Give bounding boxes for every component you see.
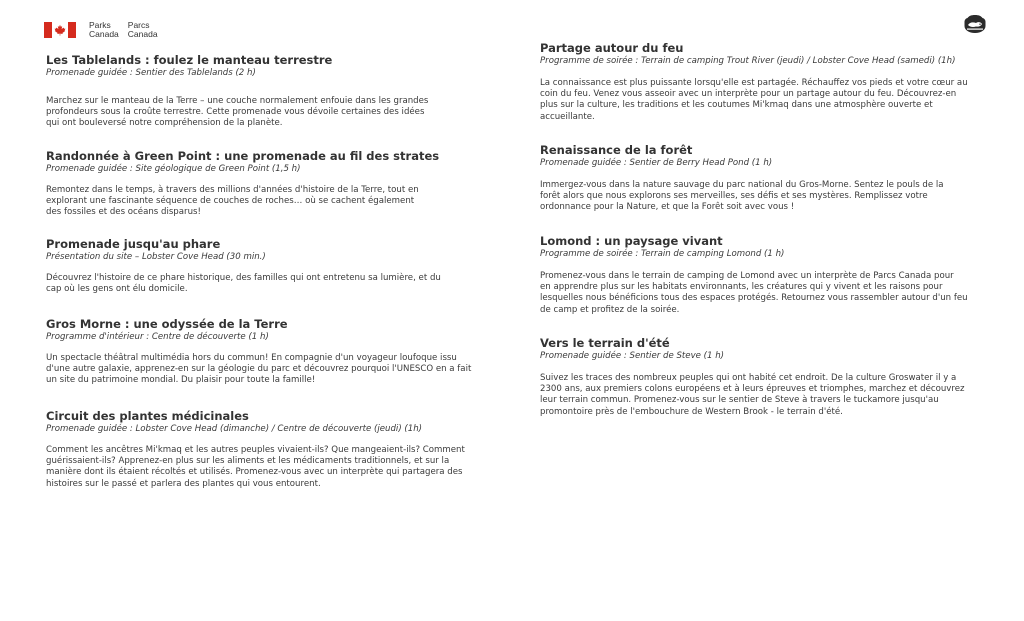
program-green-point [46,149,506,219]
program-subtitle: Promenade guidée : Sentier de Steve (1 h) [540,351,725,361]
program-description-line: Un spectacle théâtral multimédia hors du commun! En compagnie d'un voyageur loufoque issu [46,353,457,363]
program-description-line: Suivez les traces des nombreux peuples qui ont habité cet endroit. De la culture Groswater il y a [540,373,957,383]
wordmark-fr-2: Canada [127,29,158,39]
program-subtitle: Promenade guidée : Sentier des Tablelands (2 h) [46,68,256,78]
program-description-line: Immergez-vous dans la nature sauvage du parc national du Gros-Morne. Sentez le pouls de la [540,180,944,190]
program-description-line: Découvrez l'histoire de ce phare historique, des familles qui ont entretenu sa lumière, et du [46,273,441,283]
program-description-line: leur terrain commun. Promenez-vous sur le sentier de Steve à travers le tuckamore jusqu'au [540,395,939,406]
program-description-line: qui ont bouleversé notre compréhension de la planète. [46,118,283,129]
wordmark-en-2: Canada [89,29,119,39]
program-description-line: plus sur la culture, les traditions et les coutumes Mi'kmaq dans une atmosphère ouverte et [540,100,933,111]
program-title: Lomond : un paysage vivant [540,234,723,248]
program-title: Partage autour du feu [540,41,684,55]
program-medicinal-plants [46,409,506,490]
program-description-line: lesquelles nous bénéficions tous des espaces protégés. Retournez vous rassembler autour d'un feu [540,293,968,304]
program-description-line: des fossiles et des océans disparus! [46,207,201,218]
program-description-line: La connaissance est plus puissante lorsqu'elle est partagée. Réchauffez vos pieds et votre cœur au [540,78,968,88]
program-campfire [540,41,995,123]
program-tablelands [46,53,506,130]
program-description-line: d'une autre galaxie, apprenez-en sur la géologie du parc et découvrez pourquoi l'UNESCO en a fait [46,364,472,375]
program-title: Les Tablelands : foulez le manteau terrestre [46,53,333,67]
program-description-line: promontoire près de l'embouchure de Western Brook - le terrain d'été. [540,406,843,417]
program-subtitle: Programme d'intérieur : Centre de découverte (1 h) [46,332,269,342]
program-subtitle: Promenade guidée : Sentier de Berry Head Pond (1 h) [540,158,773,168]
program-title: Circuit des plantes médicinales [46,409,249,423]
program-lomond [540,234,995,316]
program-description-line: manière dont ils étaient récoltés et utilisés. Promenez-vous avec un interprète qui partagera des [46,467,463,478]
program-description-line: en apprendre plus sur les habitats environnants, les créatures qui y vivent et les raisons pour [540,282,943,293]
program-description-line: profondeurs sous la croûte terrestre. Cette promenade vous dévoile certaines des idées [46,107,425,118]
wordmark-en-1: Parks [89,20,111,30]
program-description-line: coin du feu. Venez vous asseoir avec un interprète pour un partage autour du feu. Découvrez-en [540,89,957,100]
parks-canada-logo [44,21,158,39]
program-subtitle: Promenade guidée : Site géologique de Green Point (1,5 h) [46,164,301,174]
program-gros-morne-odyssey [46,317,506,387]
program-subtitle: Programme de soirée : Terrain de camping Lomond (1 h) [540,249,785,259]
program-subtitle: Programme de soirée : Terrain de camping Trout River (jeudi) / Lobster Cove Head (samedi) (1h) [540,56,956,66]
program-description-line: Comment les ancêtres Mi'kmaq et les autres peuples vivaient-ils? Que mangeaient-ils? Comment [46,445,465,455]
beaver-emblem-icon [964,14,986,34]
program-description-line: Marchez sur le manteau de la Terre – une couche normalement enfouie dans les grandes [46,96,429,106]
program-description-line: de camp et profitez de la soirée. [540,304,680,315]
maple-leaf-icon [54,24,66,36]
program-title: Vers le terrain d'été [540,336,670,350]
program-description-line: cap où les gens ont élu domicile. [46,284,188,295]
program-description-line: guérissaient-ils? Apprenez-en plus sur les aliments et les médicaments traditionnels, et sur la [46,456,450,467]
program-description-line: accueillante. [540,111,595,122]
wordmark-fr-1: Parcs [127,20,150,30]
canada-flag-icon [44,22,76,38]
program-subtitle: Présentation du site – Lobster Cove Head (30 min.) [46,252,266,262]
program-lighthouse [46,237,506,295]
program-description-line: histoires sur le passé et parlera des plantes qui vous entourent. [46,478,321,489]
program-description-line: Remontez dans le temps, à travers des millions d'années d'histoire de la Terre, tout en [46,185,419,195]
program-title: Gros Morne : une odyssée de la Terre [46,317,288,331]
program-title: Renaissance de la forêt [540,143,693,157]
program-subtitle: Promenade guidée : Lobster Cove Head (dimanche) / Centre de découverte (jeudi) (1h) [46,424,423,434]
program-forest-renaissance [540,143,995,214]
program-title: Promenade jusqu'au phare [46,237,221,251]
program-description-line: un site du patrimoine mondial. Du plaisir pour toute la famille! [46,375,316,386]
program-description-line: forêt alors que nous explorons ses merveilles, ses défis et ses mystères. Remplissez votre [540,191,928,202]
program-description-line: ordonnance pour la Nature, et que la Forêt soit avec vous ! [540,202,795,213]
program-summer-ground [540,336,995,418]
program-description-line: explorant une fascinante séquence de couches de roches… où se cachent également [46,196,415,207]
program-title: Randonnée à Green Point : une promenade au fil des strates [46,149,440,163]
program-description-line: Promenez-vous dans le terrain de camping de Lomond avec un interprète de Parcs Canada pour [540,271,954,281]
wordmark [89,21,158,39]
program-description-line: 2300 ans, aux premiers colons européens et à leurs épreuves et triomphes, marchez et découvrez [540,384,965,395]
